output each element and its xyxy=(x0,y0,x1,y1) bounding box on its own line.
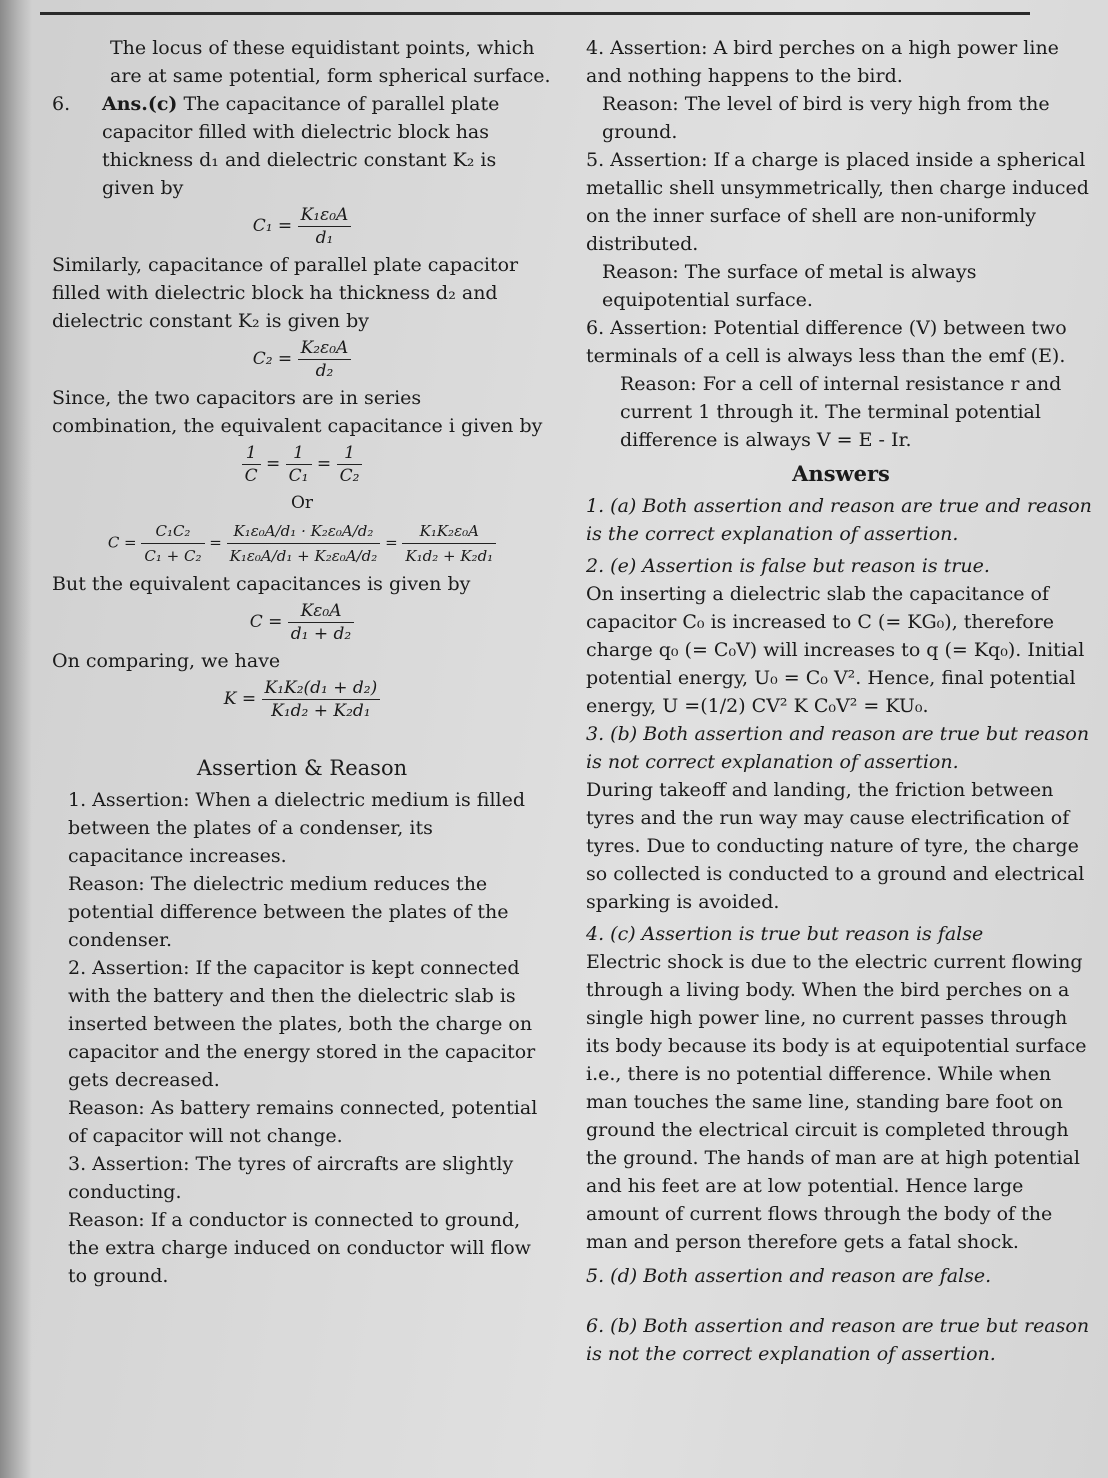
ar3-assertion: 3. Assertion: The tyres of aircrafts are slightly conducting. xyxy=(68,1153,514,1203)
equation-reciprocal: $\frac{1}{C}$ = $\frac{1}{\text{C₁}}$ = $\frac{1}{\text{C₂}}$ xyxy=(52,442,552,487)
ar2-reason: Reason: As battery remains connected, potential of capacitor will not change. xyxy=(68,1097,538,1147)
equation-combined: C = $\frac{\text{C₁C₂}}{\text{C₁ + C₂}}$ = $\frac{\text{K₁ε₀A/d₁ · K₂ε₀A/d₂}}{\text{K₁ε₀A/d₁ + K₂ε₀A/d₂}}$ = $\frac{\text{K₁K₂ε₀A}}{\text{K₁d₂ + K₂d₁}}$ xyxy=(52,519,552,568)
series-paragraph: Since, the two capacitors are in series combination, the equivalent capacitance i given by xyxy=(52,387,543,437)
ar6-assertion: 6. Assertion: Potential difference (V) between two terminals of a cell is always less than the emf (E). xyxy=(586,317,1067,367)
q6-answer-label: Ans.(c) xyxy=(102,93,178,115)
equation-equivalent: C = $\frac{\text{Kε₀A}}{\text{d₁ + d₂}}$ xyxy=(52,600,552,645)
answer-5: 5. (d) Both assertion and reason are false. xyxy=(586,1265,992,1287)
answer-2-explanation: On inserting a dielectric slab the capacitance of capacitor C₀ is increased to C (= KG₀), therefore charge q₀ (= C₀V) will increases to q (= Kq₀). Initial potential energy, U₀ = C₀ V². Hence, final potential energy, U =(1/2) CV² K C₀V² = KU₀. xyxy=(586,583,1085,717)
equation-k: K = $\frac{\text{K₁K₂(d₁ + d₂)}}{\text{K₁d₂ + K₂d₁}}$ xyxy=(52,677,552,722)
ar3-reason: Reason: If a conductor is connected to ground, the extra charge induced on conductor will flow to ground. xyxy=(68,1209,531,1287)
ar5-assertion: 5. Assertion: If a charge is placed inside a spherical metallic shell unsymmetrically, then charge induced on the inner surface of shell are non-uniformly distributed. xyxy=(586,149,1089,255)
page-binding-shadow xyxy=(0,0,32,1478)
ar1-assertion: 1. Assertion: When a dielectric medium is filled between the plates of a condenser, its capacitance increases. xyxy=(68,789,526,867)
ar6-reason: Reason: For a cell of internal resistance r and current 1 through it. The terminal potential difference is always V = E - Ir. xyxy=(620,373,1062,451)
answer-1: 1. (a) Both assertion and reason are true and reason is the correct explanation of assertion. xyxy=(586,495,1092,545)
answer-3-explanation: During takeoff and landing, the friction between tyres and the run way may cause electrification of tyres. Due to conducting nature of tyre, the charge so collected is conducted to a ground and electrical sparking is avoided. xyxy=(586,779,1085,913)
answer-6: 6. (b) Both assertion and reason are true but reason is not the correct explanation of assertion. xyxy=(586,1315,1090,1365)
answer-2: 2. (e) Assertion is false but reason is true. xyxy=(586,555,990,577)
ar2-assertion: 2. Assertion: If the capacitor is kept connected with the battery and then the dielectric slab is inserted between the plates, both the charge on capacitor and the energy stored in the capacitor gets decreased. xyxy=(68,957,536,1091)
similarly-paragraph: Similarly, capacitance of parallel plate capacitor filled with dielectric block ha thickness d₂ and dielectric constant K₂ is given by xyxy=(52,254,519,332)
or-label: Or xyxy=(290,493,314,513)
answer-3: 3. (b) Both assertion and reason are true but reason is not correct explanation of assertion. xyxy=(586,723,1090,773)
header-rule xyxy=(40,12,1030,15)
q6-text: The capacitance of parallel plate capacitor filled with dielectric block has thickness d₁ and dielectric constant K₂ is given by xyxy=(102,93,500,199)
ar5-reason: Reason: The surface of metal is always equipotential surface. xyxy=(602,261,977,311)
comparing-paragraph: On comparing, we have xyxy=(52,650,281,672)
answers-heading: Answers xyxy=(792,461,890,486)
left-column xyxy=(52,34,552,1290)
equivalent-paragraph: But the equivalent capacitances is given by xyxy=(52,573,471,595)
locus-paragraph: The locus of these equidistant points, which are at same potential, form spherical surface. xyxy=(110,37,551,87)
equation-c1: C₁ = $\frac{\text{K₁ε₀A}}{\text{d₁}}$ xyxy=(52,204,552,249)
equation-c2: C₂ = $\frac{\text{K₂ε₀A}}{\text{d₂}}$ xyxy=(52,337,552,382)
q6-block xyxy=(52,90,552,202)
ar4-assertion: 4. Assertion: A bird perches on a high power line and nothing happens to the bird. xyxy=(586,37,1059,87)
right-column xyxy=(586,34,1096,1368)
ar1-reason: Reason: The dielectric medium reduces the potential difference between the plates of the condenser. xyxy=(68,873,509,951)
ar4-reason: Reason: The level of bird is very high from the ground. xyxy=(602,93,1050,143)
answer-4-explanation: Electric shock is due to the electric current flowing through a living body. When the bird perches on a single high power line, no current passes through its body because its body is at equipotential surface i.e., there is no potential difference. While when man touches the same line, standing bare foot on ground the electrical circuit is completed through the ground. The hands of man are at high potential and his feet are at low potential. Hence large amount of current flows through the body of the man and person therefore gets a fatal shock. xyxy=(586,951,1087,1253)
assertion-reason-heading: Assertion & Reason xyxy=(196,756,408,780)
answer-4: 4. (c) Assertion is true but reason is false xyxy=(586,923,984,945)
q6-number: 6. xyxy=(52,93,71,115)
